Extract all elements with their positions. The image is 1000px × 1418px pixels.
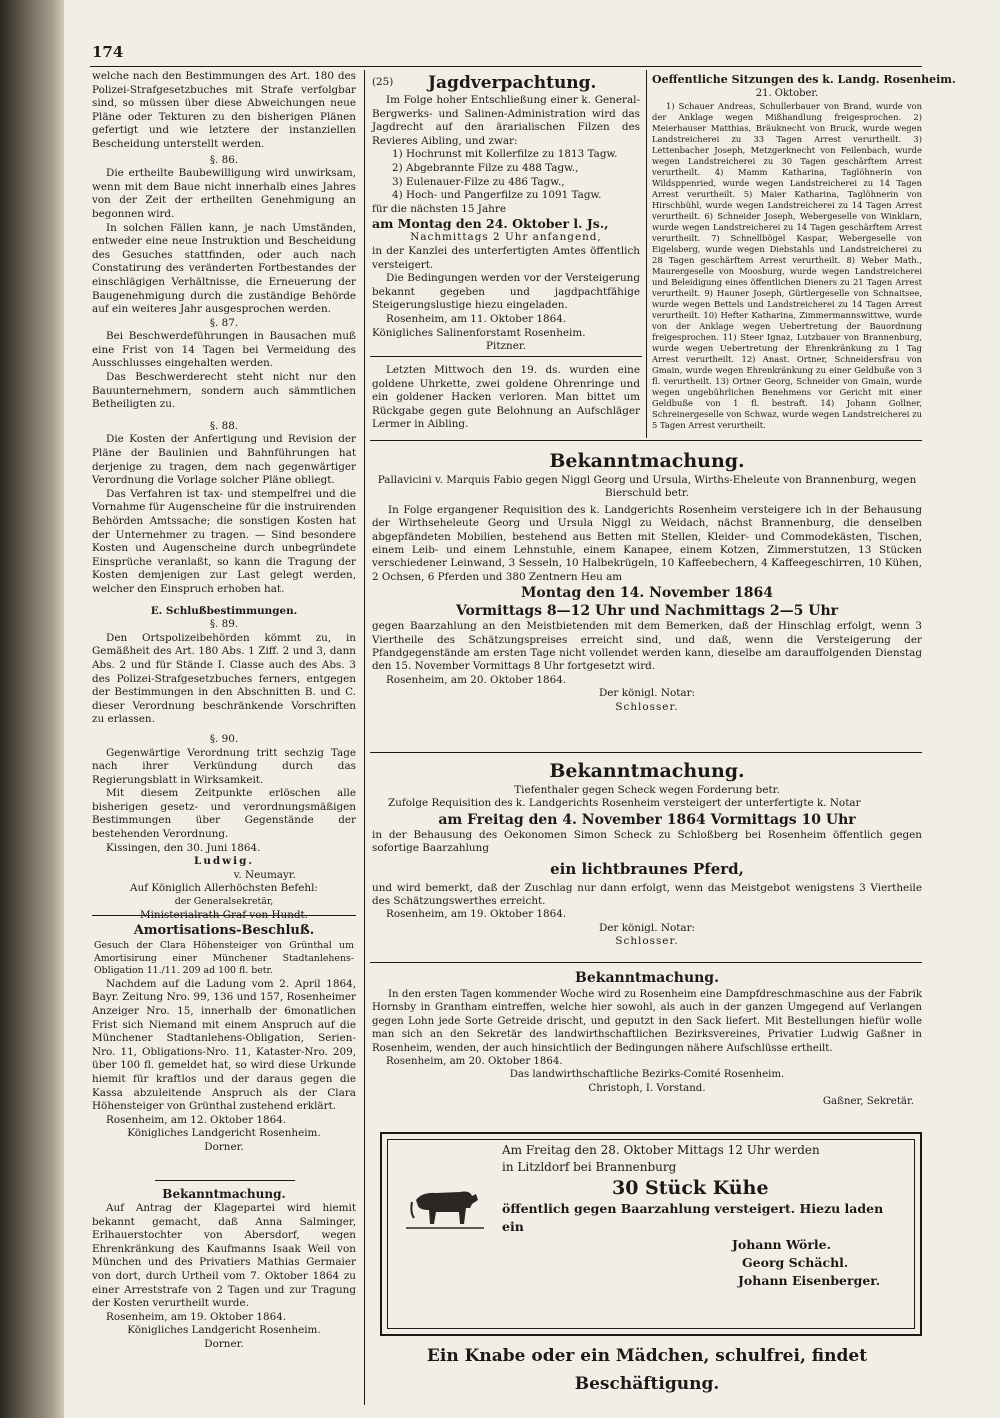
- s89-para-1: Den Ortspolizeibehörden kömmt zu, in Gemäßheit des Art. 180 Abs. 1 Ziff. 2 und 3, dann Abs. 2 und für Stände I. Classe auch des Abs. 3 des Polizei-Strafgesetzbuches ferners, entgegen der Bestimmungen in den Abschnitten B. und C. dieser Verordnung beschränkende Vorschriften zu erlassen.: [92, 631, 356, 726]
- befehl: Auf Königlich Allerhöchsten Befehl:: [130, 882, 318, 895]
- bek3-org: Das landwirthschaftliche Bezirks-Comité Rosenheim.: [509, 1069, 785, 1081]
- amortisation-date: Rosenheim, am 12. Oktober 1864.: [106, 1113, 287, 1126]
- bek1-subtitle: Pallavicini v. Marquis Fabio gegen Niggl Georg und Ursula, Wirths-Eheleute von Brannenburg, wegen Bierschuld betr.: [377, 474, 917, 500]
- wide-rule-3: [370, 962, 922, 963]
- bek1-body: In Folge ergangener Requisition des k. Landgerichts Rosenheim versteigere ich in der Behausung der Wirthseheleute Georg und Ursula Niggl zu Weidach, nächst Brannenburg, die denselben abgepfändeten Mobilien, bestehend aus Betten mit Stellen, Kleider- und Commodekästen, Tischen, einem Leib- und einem Lehnstuhle, einem Kanapee, einem Kotzen, Zimmerstutzen, 13 Stücken verschiedener Leinwand, 3 Sesseln, 10 Halbekrügeln, 10 Kaffeebechern, 4 Kaffeegeschirren, 10 Kühen, 2 Ochsen, 6 Pferden und 380 Zentnern Heu am: [372, 503, 922, 583]
- column-rule-mid: [646, 70, 647, 438]
- bek2-notice: [372, 758, 922, 949]
- s90-para-1: Gegenwärtige Verordnung tritt sechzig Tage nach ihrer Verkündung durch das Regierungsblatt in Wirksamkeit.: [92, 746, 356, 786]
- jagd-signature: Pitzner.: [486, 340, 526, 353]
- footer-ad: Ein Knabe oder ein Mädchen, schulfrei, findet Beschäftigung.: [426, 1346, 868, 1394]
- place-date: Kissingen, den 30. Juni 1864.: [106, 841, 261, 854]
- ministerial-counsel: Ministerialrath Graf von Hundt.: [139, 908, 309, 921]
- jagd-signdate: Rosenheim, am 11. Oktober 1864.: [386, 312, 567, 325]
- mid-rule: [370, 356, 642, 357]
- bek1-title: Bekanntmachung.: [549, 450, 745, 472]
- left-bek-date: Rosenheim, am 19. Oktober 1864.: [106, 1310, 287, 1323]
- jagd-item-1: 1) Hochrunst mit Kollerfilze zu 1813 Tagw.: [392, 148, 618, 161]
- jagd-title: Jagdverpachtung.: [428, 73, 597, 93]
- section-heading-schluss: E. Schlußbestimmungen.: [150, 604, 298, 617]
- signature-neumayr: v. Neumayr.: [233, 868, 296, 881]
- column-rule-left: [364, 70, 365, 1405]
- cow-name-2: Georg Schächl.: [742, 1255, 849, 1270]
- section-88: §. 88.: [209, 419, 239, 432]
- jagd-date: am Montag den 24. Oktober l. Js.,: [372, 216, 609, 232]
- jagd-header: [372, 72, 640, 94]
- bek1-body-2: gegen Baarzahlung an den Meistbietenden mit dem Bemerken, daß der Hinschlag erfolgt, wenn 3 Viertheile des Schätzungspreises erreicht sind, und daß, wenn die Versteigerung der Pfandgegenstände am ersten Tage nicht vollendet werden kann, dieselbe am darauffolgenden Dienstag den 15. November Vormittags 8 Uhr fortgesetzt wird.: [372, 620, 922, 673]
- jagd-office: Königliches Salinenforstamt Rosenheim.: [372, 326, 586, 339]
- s88-para-1: Die Kosten der Anfertigung und Revision der Pläne der Baulinien und Bahnführungen hat derjenige zu tragen, dem nach gegenwärtiger Verordnung die Vorlage solcher Pläne obliegt.: [92, 433, 356, 487]
- section-90: §. 90.: [209, 732, 239, 745]
- bek2-subtitle: Tiefenthaler gegen Scheck wegen Forderung betr.: [514, 784, 780, 796]
- s86-para-2: In solchen Fällen kann, je nach Umständen, entweder eine neue Instruktion und Bescheidung des Gesuches stattfinden, oder auch nach Constatirung des veränderten Fortbestandes der einschlägigen Verhältnisse, die Erneuerung der Baugenehmigung durch die zuständige Behörde auf ein weiteres Jahr ausgesprochen werden.: [92, 221, 356, 316]
- jagd-notice: [372, 72, 640, 354]
- section-86: §. 86.: [209, 153, 239, 166]
- s88-para-2: Das Verfahren ist tax- und stempelfrei und die Vornahme für Augenscheine für die instruirenden Behörden Amtssache; die sonstigen Kosten hat der Unternehmer zu tragen. — Sind besondere Kosten und Augenscheine durch unbegründete Einsprüche veranlaßt, so kann die Tragung der Kosten demjenigen zur Last gelegt werden, welcher den Einspruch erhoben hat.: [92, 487, 356, 595]
- amortisation-title: Amortisations-Beschluß.: [133, 923, 315, 938]
- sessions-body: 1) Schauer Andreas, Schullerbauer von Brand, wurde von der Anklage wegen Mißhandlung freigesprochen. 2) Meierhauser Matthias, Bräuknecht von Bruck, wurde wegen Landstreicherei zu 33 Tagen Arrest verurtheilt. 3) Lettenbacher Joseph, Metzgerknecht von Feilenbach, wurde wegen Landstreicherei zu 30 Tagen geschärftem Arrest verurtheilt. 4) Mamm Katharina, Taglöhnerin von Wildsppenried, wurde wegen Landstreicherei zu 14 Tagen Arrest verurtheilt. 5) Maier Katharina, Taglöhnerin von Hirschbühl, wurde wegen Landstreicherei zu 14 Tagen Arrest verurtheilt. 6) Schneider Joseph, Webergeselle von Winklarn, wurde wegen Landstreicherei zu 14 Tagen geschärftem Arrest verurtheilt. 7) Schnellbögel Kaspar, Webergeselle von Eigelsberg, wurde wegen Diebstahls und Landstreicherei zu 28 Tagen geschärftem Arrest verurtheilt. 8) Weber Math., Maurergeselle von Moosburg, wurde wegen Landstreicherei und Beleidigung eines öffentlichen Dieners zu 21 Tagen Arrest verurtheilt. 9) Hauner Joseph, Gürtlergeselle von Schnaitsee, wurde wegen Bettels und Landstreicherei zu 14 Tagen Arrest verurtheilt. 10) Hefter Katharina, Zimmermannswittwe, wurde von der Anklage wegen Uebertretung der Bauordnung freigesprochen. 11) Steer Ignaz, Lutzbauer von Brannenburg, wurde wegen Uebertretung der Ehrenkränkung zu 1 Tag Arrest verurtheilt. 12) Anast. Ortner, Schneidersfrau von Gmain, wurde wegen Ehrenkränkung zu einer Geldbuße von 3 fl. verurtheilt. 13) Ortner Georg, Schneider von Gmain, wurde wegen ungebührlichen Benehmens vor Gericht mit einer Geldbuße von 1 fl. bestraft. 14) Johann Gollner, Schreinergeselle von Schwaz, wurde wegen Landstreicherei zu 5 Tagen Arrest verurtheilt.: [652, 101, 922, 430]
- left-column: [92, 70, 356, 922]
- amortisation-subtitle: Gesuch der Clara Höhensteiger von Grünthal um Amortisirung einer Münchener Stadtanlehens-Obligation 11./11. 209 ad 100 fl. betr.: [94, 940, 354, 977]
- bek2-place: Rosenheim, am 19. Oktober 1864.: [386, 908, 567, 921]
- cow-auction-box: [380, 1132, 922, 1336]
- s87-para-2: Das Beschwerderecht steht nicht nur den Bauunternehmern, sondern auch sämmtlichen Betheiligten zu.: [92, 371, 356, 411]
- wide-rule-2: [370, 752, 922, 753]
- bek1-notary: Der königl. Notar:: [598, 687, 696, 700]
- amortisation-notice: [92, 922, 356, 1155]
- cow-icon: [406, 1178, 484, 1236]
- s86-para-1: Die ertheilte Baubewilligung wird unwirksam, wenn mit dem Baue nicht innerhalb eines Jahres von der Zeit der ertheilten Genehmigung an begonnen wird.: [92, 167, 356, 220]
- bek1-signature: Schlosser.: [615, 700, 679, 713]
- header-rule: [90, 66, 922, 67]
- amortisation-court: Königliches Landgericht Rosenheim.: [127, 1127, 321, 1140]
- bek3-chair: Christoph, I. Vorstand.: [588, 1082, 706, 1094]
- s90-para-2: Mit diesem Zeitpunkte erlöschen alle bisherigen gesetz- und verordnungsmäßigen Bestimmungen über Gegenstände der bestehenden Verordnung.: [92, 787, 356, 841]
- cow-line-1: Am Freitag den 28. Oktober Mittags 12 Uhr werden: [502, 1143, 820, 1157]
- amortisation-signature: Dorner.: [204, 1140, 244, 1153]
- left-bek-title: Bekanntmachung.: [162, 1187, 286, 1201]
- bek2-body: Zufolge Requisition des k. Landgerichts Rosenheim versteigert der unterfertigte k. Notar: [388, 797, 861, 810]
- section-87: §. 87.: [209, 316, 239, 329]
- page-number: 174: [92, 43, 124, 61]
- bek1-time: Vormittags 8—12 Uhr und Nachmittags 2—5 Uhr: [455, 603, 839, 620]
- bek2-item: ein lichtbraunes Pferd,: [550, 859, 744, 878]
- s87-para-1: Bei Beschwerdeführungen in Bausachen muß eine Frist von 14 Tagen bei Vermeidung des Ausschlusses eingehalten werden.: [92, 330, 356, 370]
- jagd-years: für die nächsten 15 Jahre: [372, 202, 506, 215]
- bek3-secretary: Gaßner, Sekretär.: [822, 1096, 914, 1108]
- bek3-title: Bekanntmachung.: [575, 970, 719, 986]
- wide-rule-1: [370, 440, 922, 441]
- left-rule-2: [155, 1180, 295, 1181]
- left-rule-1: [92, 915, 356, 916]
- jagd-number: (25): [372, 76, 394, 88]
- court-sessions: [652, 72, 956, 431]
- bek2-title: Bekanntmachung.: [549, 760, 745, 782]
- left-bek-court: Königliches Landgericht Rosenheim.: [127, 1324, 321, 1337]
- amortisation-body: Nachdem auf die Ladung vom 2. April 1864, Bayr. Zeitung Nro. 99, 136 und 157, Rosenheimer Anzeiger Nro. 15, innerhalb der 6monatlichen Frist sich Niemand mit einem Anspruch auf die Münchener Stadtanlehens-Obligation, Serien-Nro. 11, Obligations-Nro. 11, Kataster-Nro. 209, über 100 fl. gemeldet hat, so wird diese Urkunde hiemit für kraftlos und der daraus gegen die Kassa abzuleitende Anspruch als der Clara Höhensteiger von Grünthal zustehend erklärt.: [92, 977, 356, 1113]
- left-bek-signature: Dorner.: [204, 1337, 244, 1350]
- left-bek-body: Auf Antrag der Klagepartei wird hiemit bekannt gemacht, daß Anna Salminger, Erlhauerstochter von Abersdorf, wegen Ehrenkränkung des Kaufmanns Isaak Weil von München und des Privatiers Mathias Germaier von dort, durch Urtheil vom 7. Oktober 1864 zu einer Arreststrafe von 2 Tagen und zur Tragung der Kosten verurtheilt wurde.: [92, 1202, 356, 1310]
- bek2-body-2: in der Behausung des Oekonomen Simon Scheck zu Schloßberg bei Rosenheim öffentlich gegen sofortige Baarzahlung: [372, 828, 922, 855]
- signature-ludwig: Ludwig.: [194, 855, 254, 868]
- lost-notice: [372, 364, 640, 432]
- section-89: §. 89.: [209, 618, 239, 631]
- left-bekanntmachung: [92, 1186, 356, 1352]
- bek3-notice: [372, 968, 922, 1109]
- jagd-time: Nachmittags 2 Uhr anfangend,: [410, 231, 602, 244]
- bek2-date: am Freitag den 4. November 1864 Vormittags 10 Uhr: [438, 811, 856, 828]
- cow-line-3: öffentlich gegen Baarzahlung versteigert. Hiezu laden ein: [502, 1201, 884, 1234]
- sessions-date: 21. Oktober.: [755, 88, 819, 99]
- jagd-place: in der Kanzlei des unterfertigten Amtes öffentlich versteigert.: [372, 244, 640, 271]
- cow-headline: 30 Stück Kühe: [612, 1177, 769, 1199]
- sessions-title: Oeffentliche Sitzungen des k. Landg. Rosenheim.: [652, 73, 956, 86]
- cow-name-3: Johann Eisenberger.: [738, 1273, 881, 1288]
- cow-name-1: Johann Wörle.: [732, 1237, 831, 1252]
- book-spine: [0, 0, 64, 1418]
- intro-text: welche nach den Bestimmungen des Art. 180 des Polizei-Strafgesetzbuches mit Strafe verfolgbar sind, so müssen über diese Abweichungen neue Pläne oder Tekturen zu den bisherigen Plänen gefertigt und wie letztere der instanziellen Bescheidung unterstellt werden.: [92, 70, 356, 150]
- bek2-notary: Der königl. Notar:: [598, 921, 696, 934]
- jagd-item-4: 4) Hoch- und Pangerfilze zu 1091 Tagw.: [392, 189, 602, 202]
- bek3-place: Rosenheim, am 20. Oktober 1864.: [386, 1056, 563, 1068]
- jagd-body: Im Folge hoher Entschließung einer k. General-Bergwerks- und Salinen-Administration wird das Jagdrecht auf den ärarialischen Filzen des Revieres Aibling, und zwar:: [372, 94, 640, 147]
- jagd-item-3: 3) Eulenauer-Filze zu 486 Tagw.,: [392, 175, 565, 188]
- bek1-notice: [372, 448, 922, 714]
- bek2-signature: Schlosser.: [615, 935, 679, 948]
- cow-line-2: in Litzldorf bei Brannenburg: [502, 1160, 677, 1174]
- lost-text: Letzten Mittwoch den 19. ds. wurden eine goldene Uhrkette, zwei goldene Ohrenringe und ein goldener Hacken verloren. Man bittet um Rückgabe gegen gute Belohnung an Aufschläger Lermer in Aibling.: [372, 364, 640, 431]
- bek3-body: In den ersten Tagen kommender Woche wird zu Rosenheim eine Dampfdreschmaschine aus der Fabrik Hornsby in Grantham eintreffen, welche hier sowohl, als auch in der ganzen Umgegend auf Verlangen gegen Lohn jede Sorte Getreide drischt, und geputzt in den Sack liefert. Mit Bestellungen hiefür wolle man sich an den Sekretär des landwirthschaftlichen Bezirksvereines, Privatier Ludwig Gaßner in Rosenheim, wenden, der auch hinsichtlich der Bedingungen nähere Aufschlüsse ertheilt.: [372, 989, 922, 1054]
- bek1-date: Montag den 14. November 1864: [520, 585, 774, 602]
- general-secretary: der Generalsekretär,: [174, 896, 274, 908]
- jagd-conditions: Die Bedingungen werden vor der Versteigerung bekannt gegeben und jagdpachtfähige Steigerungslustige hiezu eingeladen.: [372, 272, 640, 312]
- bek2-body-3: und wird bemerkt, daß der Zuschlag nur dann erfolgt, wenn das Meistgebot wenigstens 3 Viertheile des Schätzungswerthes erreicht.: [372, 881, 922, 908]
- jagd-item-2: 2) Abgebrannte Filze zu 488 Tagw.,: [392, 161, 579, 174]
- cow-text: [502, 1142, 902, 1290]
- bek1-place: Rosenheim, am 20. Oktober 1864.: [386, 673, 567, 686]
